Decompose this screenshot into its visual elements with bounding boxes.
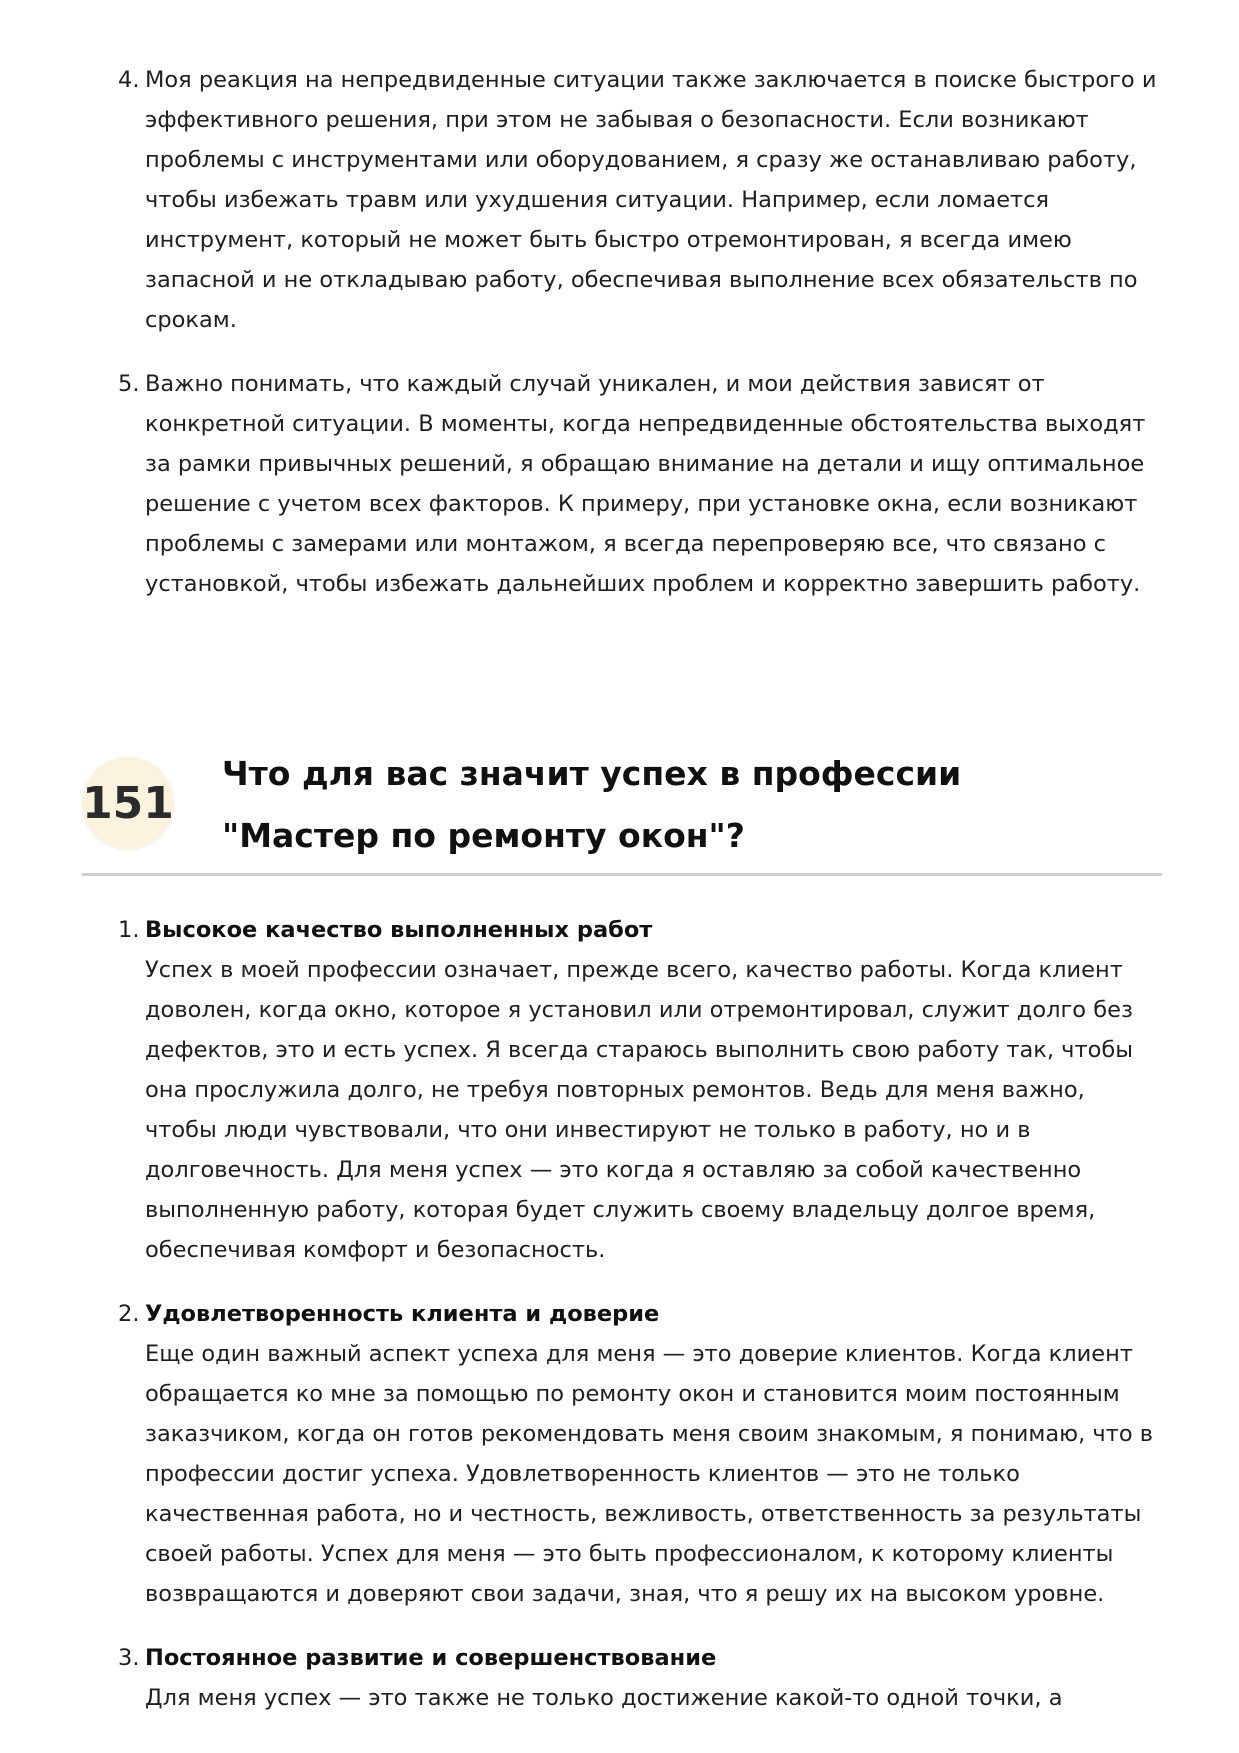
answer-list-continued bbox=[118, 60, 1160, 628]
list-item-text: Еще один важный аспект успеха для меня — это доверие клиентов. Когда клиент обращается ко мне за помощью по ремонту окон и становится моим постоянным заказчиком, когда он готов рекомендовать меня своим знакомым, я понимаю, что в профессии достиг успеха. Удовлетворенность клиентов — это не только качественная работа, но и честность, вежливость, ответственность за результаты своей работы. Успех для меня — это быть профессионалом, к которому клиенты возвращаются и доверяют свои задачи, зная, что я решу их на высоком уровне. bbox=[145, 1341, 1153, 1607]
list-item-text: Для меня успех — это также не только достижение какой-то одной точки, а bbox=[145, 1685, 1063, 1711]
list-item bbox=[118, 1294, 1160, 1614]
list-item-title: Удовлетворенность клиента и доверие bbox=[145, 1301, 660, 1327]
question-title: Что для вас значит успех в профессии "Мастер по ремонту окон"? bbox=[222, 754, 962, 855]
answer-list bbox=[118, 910, 1160, 1742]
list-item-number: 3. bbox=[118, 1645, 140, 1671]
list-item-text: Успех в моей профессии означает, прежде всего, качество работы. Когда клиент доволен, когда окно, которое я установил или отремонтировал, служит долго без дефектов, это и есть успех. Я всегда стараюсь выполнить свою работу так, чтобы она прослужила долго, не требуя повторных ремонтов. Ведь для меня важно, чтобы люди чувствовали, что они инвестируют не только в работу, но и в долговечность. Для меня успех — это когда я оставляю за собой качественно выполненную работу, которая будет служить своему владельцу долгое время, обеспечивая комфорт и безопасность. bbox=[145, 957, 1133, 1263]
question-number-badge: 151 bbox=[82, 757, 174, 849]
list-item-text: Моя реакция на непредвиденные ситуации также заключается в поиске быстрого и эффективного решения, при этом не забывая о безопасности. Если возникают проблемы с инструментами или оборудованием, я сразу же останавливаю работу, чтобы избежать травм или ухудшения ситуации. Например, если ломается инструмент, который не может быть быстро отремонтирован, я всегда имею запасной и не откладываю работу, обеспечивая выполнение всех обязательств по срокам. bbox=[145, 67, 1157, 333]
list-item-text: Важно понимать, что каждый случай уникален, и мои действия зависят от конкретной ситуации. В моменты, когда непредвиденные обстоятельства выходят за рамки привычных решений, я обращаю внимание на детали и ищу оптимальное решение с учетом всех факторов. К примеру, при установке окна, если возникают проблемы с замерами или монтажом, я всегда перепроверяю все, что связано с установкой, чтобы избежать дальнейших проблем и корректно завершить работу. bbox=[145, 371, 1146, 597]
list-item bbox=[118, 1638, 1160, 1718]
list-item-number: 5. bbox=[118, 371, 140, 397]
list-item bbox=[118, 60, 1160, 340]
list-item-title: Постоянное развитие и совершенствование bbox=[145, 1645, 717, 1671]
list-item bbox=[118, 910, 1160, 1270]
list-item-number: 2. bbox=[118, 1301, 140, 1327]
list-item bbox=[118, 364, 1160, 604]
question-header bbox=[82, 743, 1162, 876]
list-item-title: Высокое качество выполненных работ bbox=[145, 917, 653, 943]
list-item-number: 1. bbox=[118, 917, 140, 943]
list-item-number: 4. bbox=[118, 67, 140, 93]
